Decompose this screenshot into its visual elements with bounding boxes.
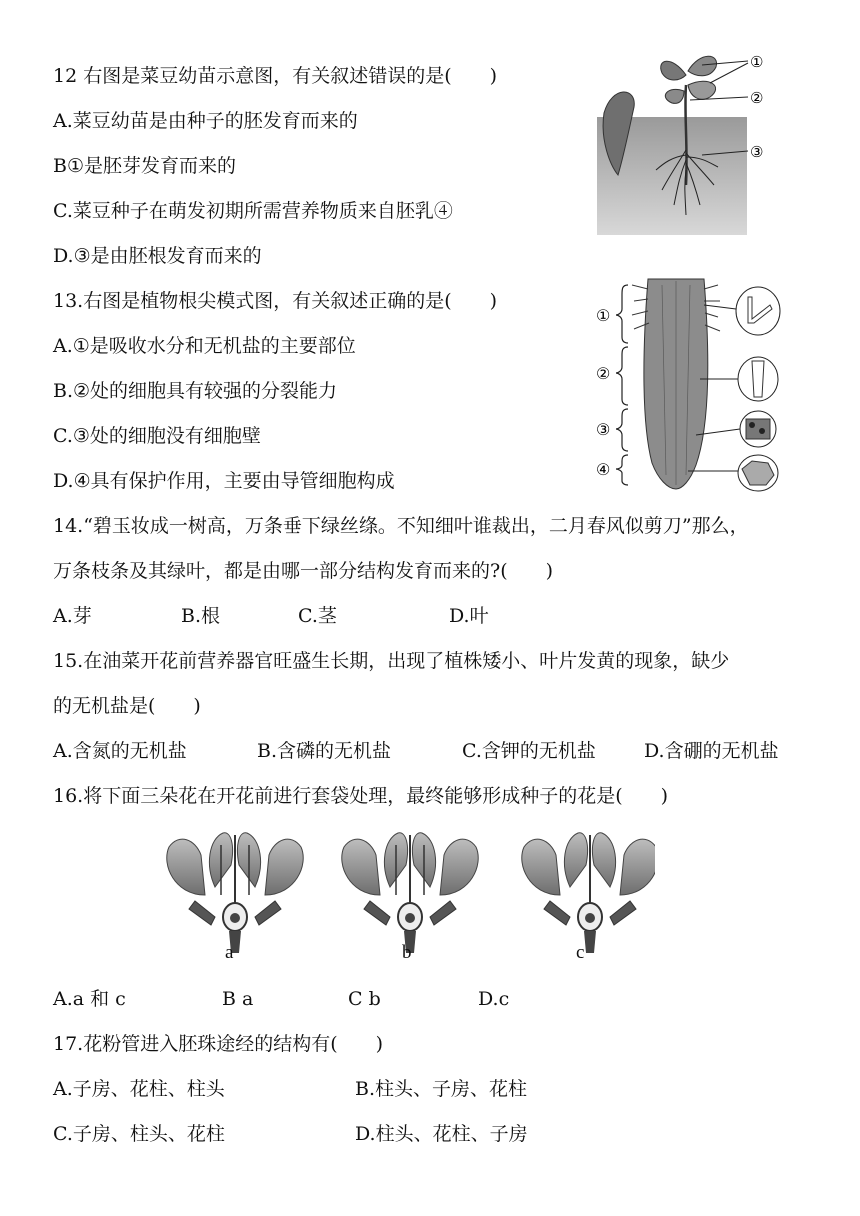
q15-option-a: A.含氮的无机盐 (53, 740, 187, 762)
seedling-label-1: ① (750, 53, 764, 71)
q16-option-d: D.c (478, 988, 510, 1010)
q14-option-b: B.根 (181, 605, 221, 627)
flower-label-c: c (576, 942, 585, 963)
q16-option-c: C b (348, 988, 381, 1010)
root-label-1: ① (596, 306, 611, 325)
root-label-4: ④ (596, 460, 611, 479)
root-label-2: ② (596, 364, 611, 383)
seedling-label-3: ③ (750, 143, 764, 161)
q15-stem-line2: 的无机盐是( ) (53, 695, 201, 717)
q12-stem: 12 右图是菜豆幼苗示意图，有关叙述错误的是( ) (53, 65, 498, 87)
q15-stem-line1: 15.在油菜开花前营养器官旺盛生长期，出现了植株矮小、叶片发黄的现象，缺少 (53, 650, 730, 672)
seedling-label-2: ② (750, 89, 764, 107)
q12-option-b: B①是胚芽发育而来的 (53, 155, 236, 177)
q14-option-d: D.叶 (449, 605, 489, 627)
q17-option-c: C.子房、柱头、花柱 (53, 1123, 225, 1145)
q12-option-a: A.菜豆幼苗是由种子的胚发育而来的 (53, 110, 358, 132)
q15-option-d: D.含硼的无机盐 (644, 740, 779, 762)
q13-option-c: C.③处的细胞没有细胞壁 (53, 425, 261, 447)
bean-seedling-figure (592, 45, 782, 240)
flower-label-b: b (402, 942, 412, 963)
q13-option-d: D.④具有保护作用，主要由导管细胞构成 (53, 470, 395, 492)
q16-stem: 16.将下面三朵花在开花前进行套袋处理，最终能够形成种子的花是( ) (53, 785, 669, 807)
q16-option-a: A.a 和 c (53, 988, 126, 1010)
root-tip-figure (592, 275, 792, 500)
q12-option-d: D.③是由胚根发育而来的 (53, 245, 262, 267)
q17-option-d: D.柱头、花柱、子房 (355, 1123, 528, 1145)
q13-option-b: B.②处的细胞具有较强的分裂能力 (53, 380, 338, 402)
q16-option-b: B a (222, 988, 254, 1010)
q15-option-b: B.含磷的无机盐 (257, 740, 392, 762)
q12-option-c: C.菜豆种子在萌发初期所需营养物质来自胚乳④ (53, 200, 453, 222)
q14-option-a: A.芽 (53, 605, 92, 627)
q14-stem-line2: 万条枝条及其绿叶，都是由哪一部分结构发育而来的?( ) (53, 560, 554, 582)
q13-option-a: A.①是吸收水分和无机盐的主要部位 (53, 335, 356, 357)
q17-option-b: B.柱头、子房、花柱 (355, 1078, 528, 1100)
q17-option-a: A.子房、花柱、柱头 (53, 1078, 225, 1100)
root-label-3: ③ (596, 420, 611, 439)
q14-stem-line1: 14.“碧玉妆成一树高，万条垂下绿丝绦。不知细叶谁裁出，二月春风似剪刀”那么， (53, 515, 749, 537)
q14-option-c: C.茎 (298, 605, 337, 627)
q17-stem: 17.花粉管进入胚珠途经的结构有( ) (53, 1033, 384, 1055)
flower-label-a: a (225, 942, 234, 963)
q15-option-c: C.含钾的无机盐 (462, 740, 596, 762)
q13-stem: 13.右图是植物根尖模式图，有关叙述正确的是( ) (53, 290, 498, 312)
